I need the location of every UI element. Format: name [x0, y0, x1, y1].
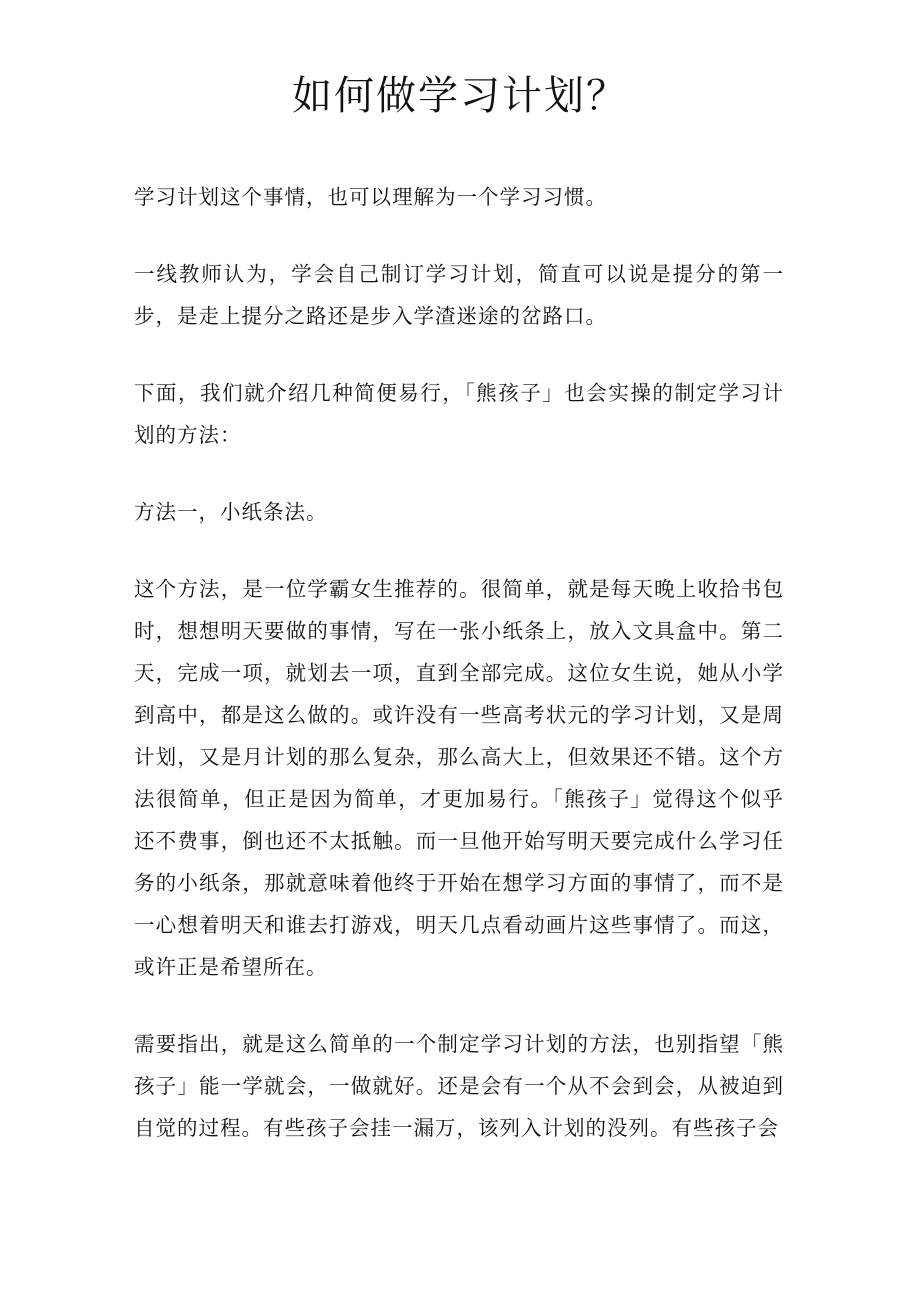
paragraph-teacher-view: 一线教师认为，学会自己制订学习计划，简直可以说是提分的第一步，是走上提分之路还是步入学渣迷途的岔路口。 [134, 262, 784, 328]
paragraph-method-one-heading: 方法一，小纸条法。 [134, 500, 328, 524]
document-body [134, 176, 784, 1184]
paragraph-methods-intro: 下面，我们就介绍几种简便易行，「熊孩子」也会实操的制定学习计划的方法： [134, 381, 784, 447]
paragraph-method-one-detail: 这个方法，是一位学霸女生推荐的。很简单，就是每天晚上收拾书包时，想想明天要做的事情，写在一张小纸条上，放入文具盒中。第二天，完成一项，就划去一项，直到全部完成。这位女生说，她从小学到高中，都是这么做的。或许没有一些高考状元的学习计划，又是周计划，又是月计划的那么复杂，那么高大上，但效果还不错。这个方法很简单，但正是因为简单，才更加易行。「熊孩子」觉得这个似乎还不费事，倒也还不太抵触。而一旦他开始写明天要完成什么学习任务的小纸条，那就意味着他终于开始在想学习方面的事情了，而不是一心想着明天和谁去打游戏，明天几点看动画片这些事情了。而这，或许正是希望所在。 [134, 577, 784, 979]
paragraph-note: 需要指出，就是这么简单的一个制定学习计划的方法，也别指望「熊孩子」能一学就会，一做就好。还是会有一个从不会到会，从被迫到自觉的过程。有些孩子会挂一漏万，该列入计划的没列。有些孩子会 [134, 1032, 784, 1140]
document-title: 如何做学习计划？ [292, 73, 628, 119]
paragraph-intro: 学习计划这个事情，也可以理解为一个学习习惯。 [134, 185, 607, 209]
